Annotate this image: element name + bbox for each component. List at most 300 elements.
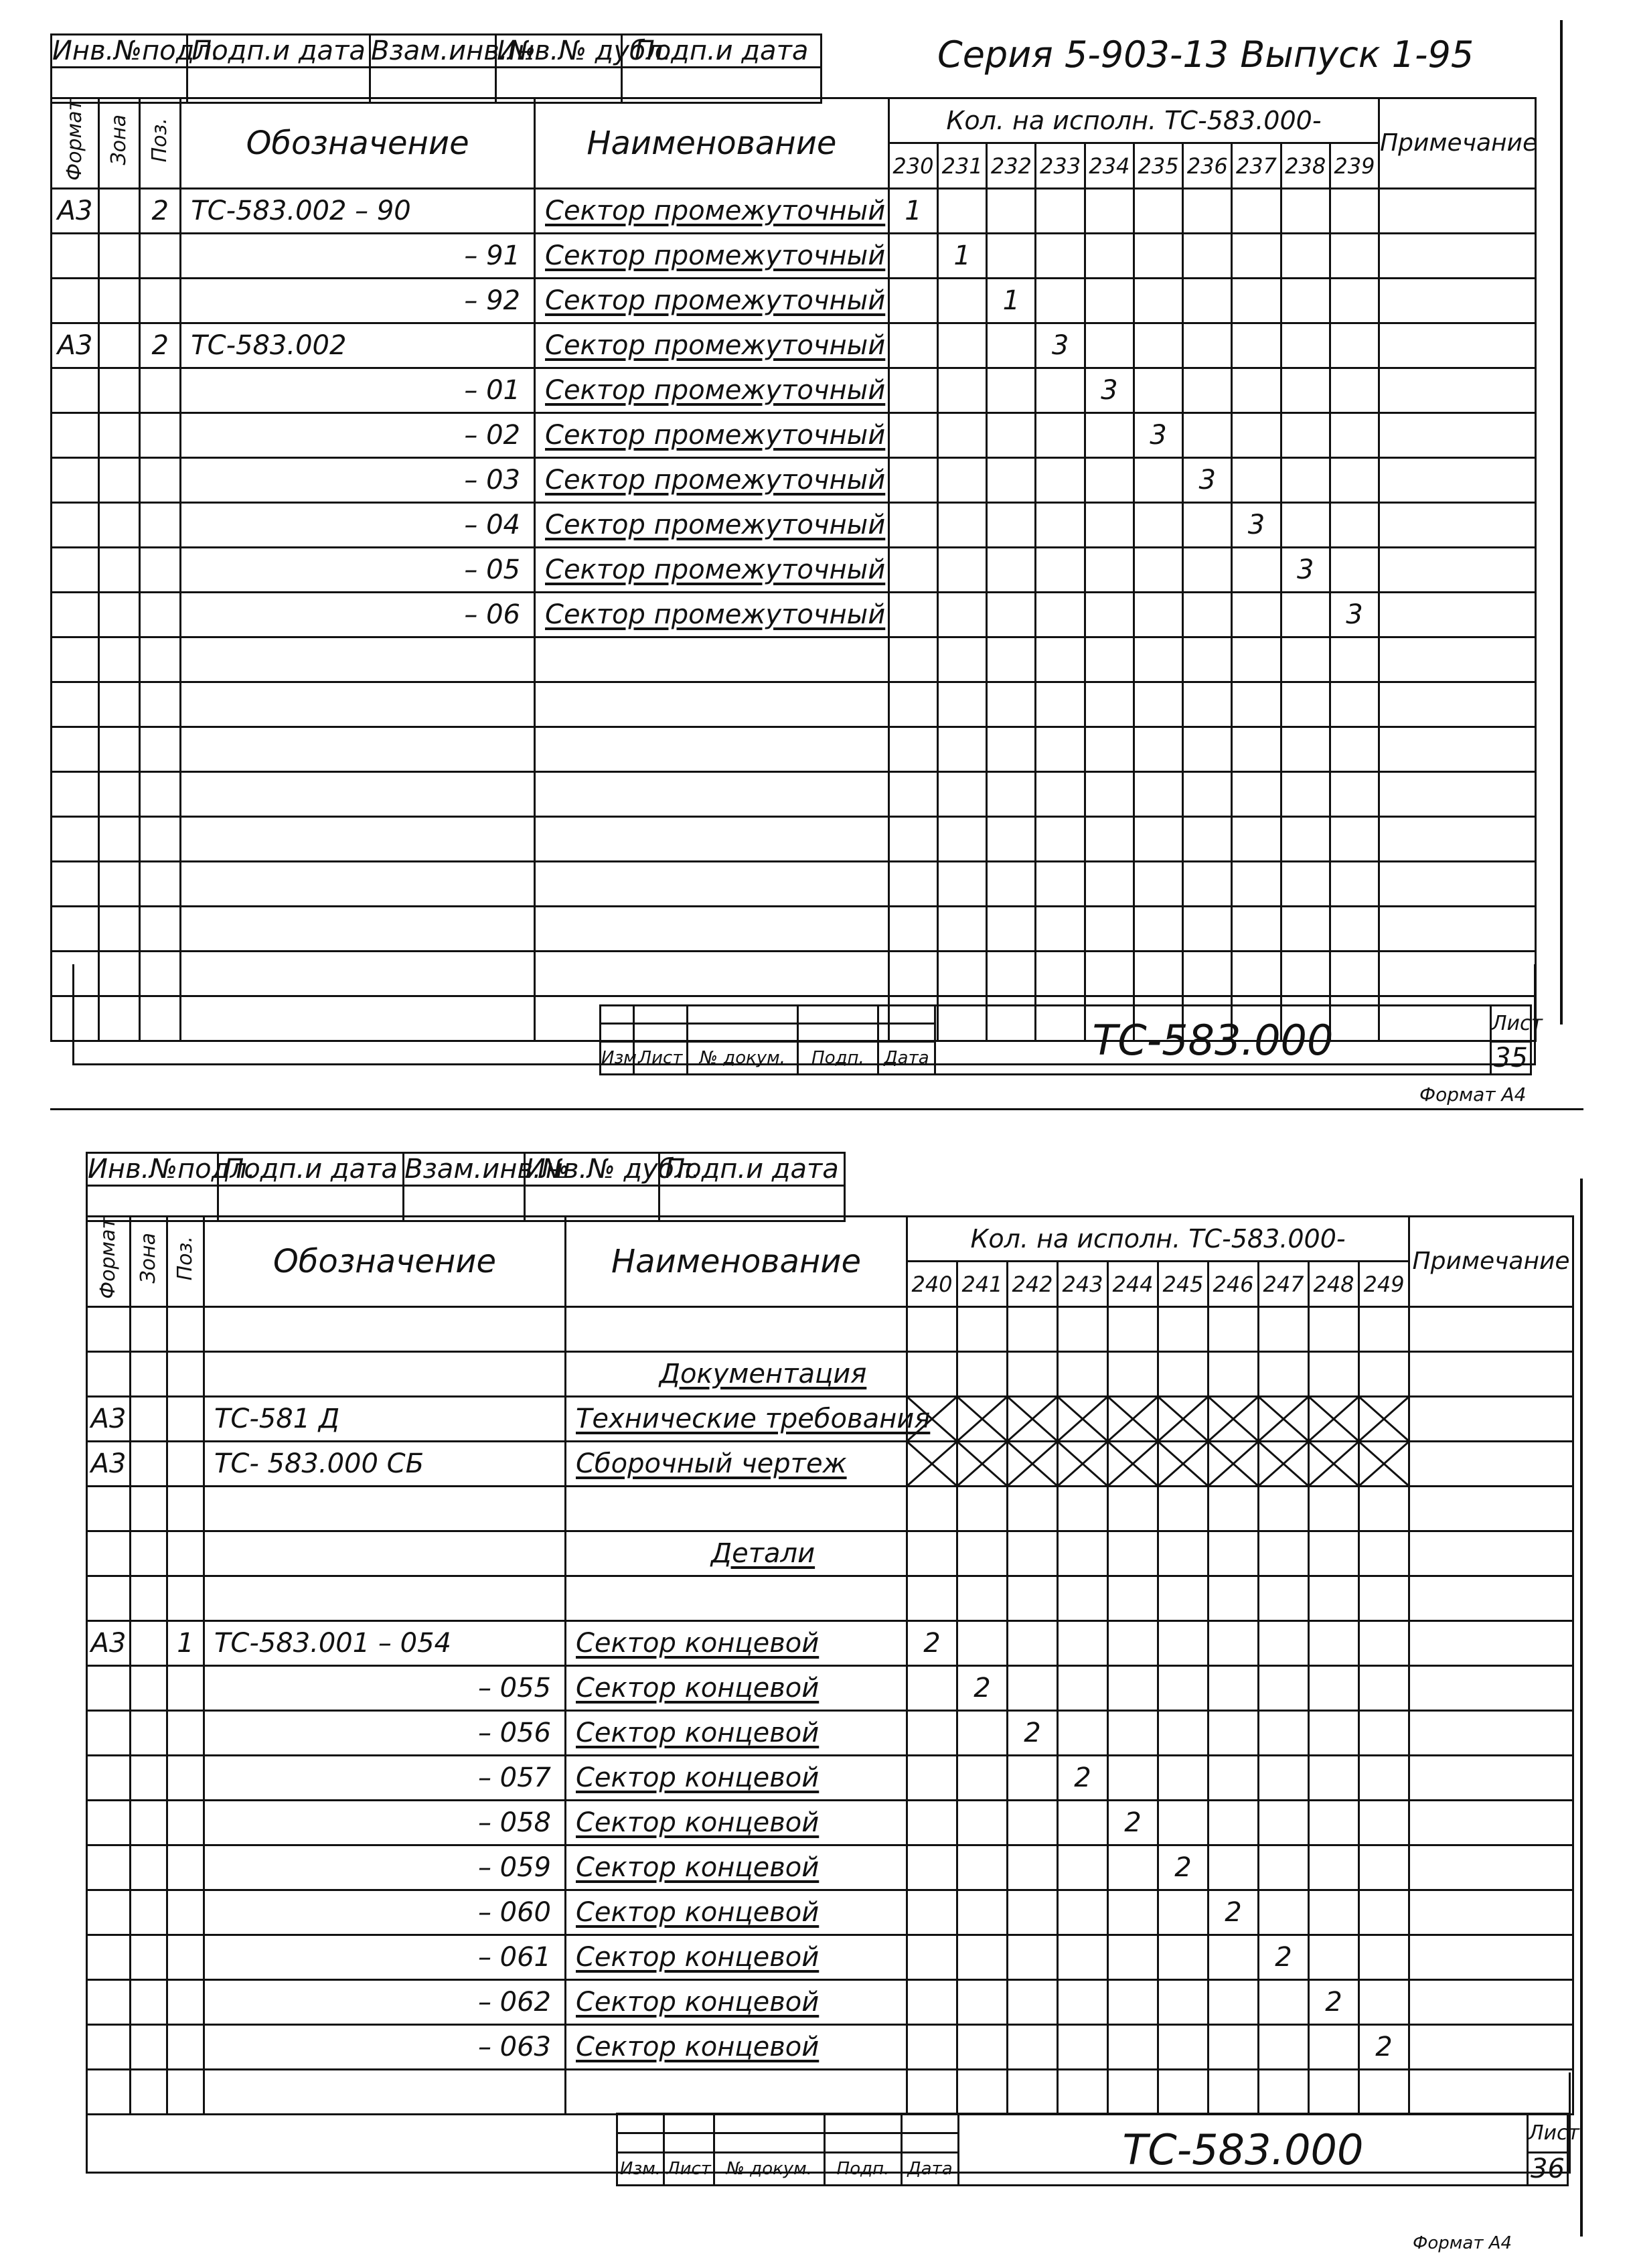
cell-qty: 1	[888, 188, 937, 233]
cell-qty	[1359, 1531, 1409, 1576]
cell-qty	[1309, 1710, 1359, 1755]
tb-label: Подп.	[798, 1042, 878, 1075]
cell-qty	[907, 1710, 957, 1755]
table-row	[87, 1935, 1573, 1979]
cell-qty	[1108, 1979, 1158, 2024]
cell-qty	[1058, 1935, 1108, 1979]
variant-col-247: 247	[1259, 1262, 1309, 1306]
cell-qty	[907, 1890, 957, 1935]
cell-qty	[1085, 502, 1134, 547]
cell-qty	[1008, 1845, 1058, 1890]
cell-zone	[131, 1531, 167, 1576]
cell-qty	[1209, 1755, 1259, 1800]
cell-name	[566, 1845, 907, 1890]
cell-qty	[1259, 1441, 1309, 1486]
cell-qty	[1008, 1890, 1058, 1935]
cell-qty	[938, 323, 987, 368]
stamp-field: Инв.№подл.	[88, 1154, 256, 1185]
cell-qty	[987, 547, 1036, 592]
cross-mark-icon	[1360, 1397, 1408, 1440]
cell-qty	[1232, 592, 1281, 637]
cell-qty	[987, 502, 1036, 547]
tb-label: Подп.	[825, 2153, 902, 2186]
cell-name	[535, 188, 889, 233]
cross-mark-icon	[908, 1397, 956, 1440]
sheet-frame-35	[72, 964, 1536, 1065]
cell-designation	[204, 1351, 566, 1396]
cell-designation: – 92	[181, 278, 535, 323]
table-row	[87, 1576, 1573, 1620]
cell-qty	[1359, 1845, 1409, 1890]
cell-note	[1409, 1396, 1573, 1441]
cross-mark-icon	[1059, 1442, 1107, 1485]
section-title: Детали	[710, 1537, 815, 1569]
cell-designation: – 063	[204, 2024, 566, 2069]
cell-qty	[1330, 323, 1379, 368]
header-designation: Обозначение	[204, 1217, 566, 1307]
variant-col-233: 233	[1036, 143, 1085, 188]
cell-name	[566, 2024, 907, 2069]
cross-mark-icon	[1209, 1397, 1257, 1440]
cell-qty	[1330, 233, 1379, 278]
cell-qty	[938, 368, 987, 412]
cell-pos	[167, 1935, 204, 1979]
cell-zone	[131, 1396, 167, 1441]
cell-qty	[1259, 1710, 1309, 1755]
cell-qty	[1209, 1396, 1259, 1441]
cell-qty	[1085, 233, 1134, 278]
cell-qty	[1259, 1396, 1309, 1441]
cell-qty: 1	[987, 278, 1036, 323]
cell-qty	[1134, 323, 1182, 368]
cell-qty	[1058, 1845, 1108, 1890]
cell-qty	[1108, 1755, 1158, 1800]
cell-pos	[167, 1665, 204, 1710]
table-row	[52, 368, 1536, 412]
table-row	[87, 1755, 1573, 1800]
table-row	[87, 1979, 1573, 2024]
cross-mark-icon	[1360, 1442, 1408, 1485]
cell-qty	[1309, 1531, 1359, 1576]
table-row	[52, 727, 1536, 771]
cell-qty	[907, 1755, 957, 1800]
cell-pos	[167, 1755, 204, 1800]
cell-note	[1409, 1710, 1573, 1755]
cell-designation: – 062	[204, 1979, 566, 2024]
item-name: Сектор промежуточный	[545, 419, 886, 451]
cell-qty	[938, 547, 987, 592]
cell-name	[535, 457, 889, 502]
table-row	[52, 502, 1536, 547]
cell-qty: 2	[1259, 1935, 1309, 1979]
cell-pos	[167, 1890, 204, 1935]
tb-label: Изм.	[617, 2153, 664, 2186]
cell-qty	[1359, 1441, 1409, 1486]
header-zone: Зона	[99, 98, 140, 189]
cell-qty	[907, 1979, 957, 2024]
table-row	[87, 1351, 1573, 1396]
cell-qty: 3	[1183, 457, 1232, 502]
cross-mark-icon	[1310, 1442, 1358, 1485]
cell-pos	[140, 457, 181, 502]
cell-zone	[99, 547, 140, 592]
cell-note	[1379, 188, 1536, 233]
cell-qty: 1	[938, 233, 987, 278]
item-name: Сектор концевой	[576, 1851, 820, 1883]
cell-zone	[131, 1935, 167, 1979]
cell-name	[535, 592, 889, 637]
cross-mark-icon	[1159, 1442, 1207, 1485]
cell-qty	[1008, 1351, 1058, 1396]
cell-qty	[938, 457, 987, 502]
cell-qty	[1036, 233, 1085, 278]
cell-qty	[1108, 1620, 1158, 1665]
table-row	[52, 592, 1536, 637]
cell-qty	[1259, 1800, 1309, 1845]
header-designation: Обозначение	[181, 98, 535, 189]
stamp-field: Подп.и дата	[622, 35, 822, 68]
cell-qty	[1058, 1531, 1108, 1576]
cell-qty	[1183, 278, 1232, 323]
cell-zone	[131, 1620, 167, 1665]
cell-qty	[957, 1845, 1008, 1890]
cell-qty	[1158, 1396, 1209, 1441]
item-name: Сектор промежуточный	[545, 329, 886, 361]
cell-qty	[1330, 412, 1379, 457]
item-name: Сектор промежуточный	[545, 285, 886, 316]
cell-qty	[1058, 1800, 1108, 1845]
cell-qty	[938, 278, 987, 323]
cell-note	[1409, 1890, 1573, 1935]
cell-qty	[888, 412, 937, 457]
table-row	[52, 637, 1536, 682]
item-name: Сборочный чертеж	[576, 1448, 847, 1479]
cell-qty	[1309, 1441, 1359, 1486]
header-note: Примечание	[1409, 1217, 1573, 1307]
table-row	[87, 1800, 1573, 1845]
cell-qty	[1158, 1800, 1209, 1845]
cell-qty	[888, 457, 937, 502]
cell-format	[87, 1979, 131, 2024]
tb-label: № докум.	[714, 2153, 825, 2186]
cell-qty	[987, 188, 1036, 233]
cell-qty	[957, 1441, 1008, 1486]
cell-qty: 2	[1058, 1755, 1108, 1800]
table-row	[87, 1890, 1573, 1935]
cell-designation: – 059	[204, 1845, 566, 1890]
header-zone: Зона	[131, 1217, 167, 1307]
cell-qty	[1108, 1890, 1158, 1935]
cell-qty	[1158, 1710, 1209, 1755]
cell-note	[1379, 412, 1536, 457]
cell-qty	[1281, 233, 1330, 278]
cross-mark-icon	[1109, 1397, 1157, 1440]
cell-pos	[167, 1351, 204, 1396]
cell-pos	[140, 547, 181, 592]
cell-qty	[1158, 1351, 1209, 1396]
cell-qty	[1232, 368, 1281, 412]
cell-note	[1409, 1935, 1573, 1979]
cell-qty	[1058, 1890, 1108, 1935]
cell-qty	[938, 188, 987, 233]
cell-qty	[1309, 1800, 1359, 1845]
cell-name	[535, 233, 889, 278]
cell-pos	[140, 278, 181, 323]
cross-mark-icon	[1259, 1442, 1308, 1485]
cell-qty	[1359, 1890, 1409, 1935]
table-row	[52, 816, 1536, 861]
cell-pos: 1	[167, 1620, 204, 1665]
cell-qty	[1134, 547, 1182, 592]
table-row	[52, 682, 1536, 727]
stamp-field: Взам.инв.№	[404, 1154, 570, 1185]
cell-qty	[1108, 1351, 1158, 1396]
cell-qty	[987, 368, 1036, 412]
cell-name	[566, 1890, 907, 1935]
cell-qty	[1058, 1441, 1108, 1486]
cell-designation: – 057	[204, 1755, 566, 1800]
item-name: Сектор концевой	[576, 1627, 820, 1659]
cell-format: А3	[52, 323, 99, 368]
variant-col-245: 245	[1158, 1262, 1209, 1306]
cell-designation: – 056	[204, 1710, 566, 1755]
variant-col-240: 240	[907, 1262, 957, 1306]
cell-qty	[1209, 1531, 1259, 1576]
table-row	[87, 1710, 1573, 1755]
cell-qty	[1108, 1441, 1158, 1486]
tb-label: Изм.	[601, 1042, 634, 1075]
cell-qty	[1183, 233, 1232, 278]
cell-note	[1409, 1845, 1573, 1890]
cell-qty	[888, 592, 937, 637]
cell-qty	[1359, 1710, 1409, 1755]
cell-qty	[1259, 1351, 1309, 1396]
cell-qty	[1209, 1935, 1259, 1979]
cell-qty	[888, 547, 937, 592]
stamp-strip	[50, 33, 822, 104]
cell-qty	[957, 1710, 1008, 1755]
cell-note	[1379, 502, 1536, 547]
cell-qty	[957, 1979, 1008, 2024]
cell-qty	[1058, 1665, 1108, 1710]
cell-qty	[1134, 278, 1182, 323]
cell-qty	[1330, 368, 1379, 412]
cell-qty	[1359, 1396, 1409, 1441]
right-border	[1560, 20, 1563, 1025]
header-note: Примечание	[1379, 98, 1536, 189]
cell-note	[1409, 1531, 1573, 1576]
cell-qty	[1232, 412, 1281, 457]
variant-col-237: 237	[1232, 143, 1281, 188]
cell-qty	[907, 2024, 957, 2069]
item-name: Сектор промежуточный	[545, 464, 886, 496]
variant-col-230: 230	[888, 143, 937, 188]
cell-zone	[99, 323, 140, 368]
cell-format	[87, 1710, 131, 1755]
cell-qty	[1281, 368, 1330, 412]
cell-format	[87, 1665, 131, 1710]
cell-qty	[1158, 2024, 1209, 2069]
sheet-number: 36	[1528, 2153, 1568, 2186]
cell-qty	[957, 1396, 1008, 1441]
item-name: Сектор промежуточный	[545, 195, 886, 226]
cell-qty	[1359, 1935, 1409, 1979]
stamp-field: Подп.и дата	[187, 35, 370, 68]
cell-qty: 3	[1036, 323, 1085, 368]
table-row	[52, 547, 1536, 592]
cell-zone	[131, 2024, 167, 2069]
item-name: Сектор концевой	[576, 2031, 820, 2062]
stamp-strip	[86, 1152, 846, 1222]
format-label: Формат А4	[1419, 1083, 1527, 1106]
cell-qty	[1232, 323, 1281, 368]
cell-zone	[99, 233, 140, 278]
cell-note	[1409, 1441, 1573, 1486]
cell-zone	[131, 1845, 167, 1890]
cell-pos	[167, 1710, 204, 1755]
cell-pos	[140, 412, 181, 457]
item-name: Сектор промежуточный	[545, 240, 886, 271]
cell-qty	[1108, 2024, 1158, 2069]
table-row	[52, 771, 1536, 816]
cell-qty	[1209, 1800, 1259, 1845]
cell-qty	[1281, 502, 1330, 547]
cell-name	[566, 1531, 907, 1576]
cell-qty	[1036, 592, 1085, 637]
cross-mark-icon	[958, 1442, 1006, 1485]
cell-qty	[1359, 1979, 1409, 2024]
cross-mark-icon	[1109, 1442, 1157, 1485]
series-title: Серия 5-903-13 Выпуск 1-95	[937, 33, 1474, 76]
table-row	[52, 861, 1536, 906]
cell-pos	[167, 1531, 204, 1576]
cell-designation: – 058	[204, 1800, 566, 1845]
cell-format	[52, 368, 99, 412]
cell-name	[566, 1665, 907, 1710]
stamp-field: Инв.№ дубл.	[497, 35, 672, 66]
cell-qty: 2	[1108, 1800, 1158, 1845]
cell-name	[566, 1979, 907, 2024]
cell-qty	[1309, 1845, 1359, 1890]
cell-qty	[1232, 278, 1281, 323]
variant-col-248: 248	[1309, 1262, 1359, 1306]
cell-designation: – 02	[181, 412, 535, 457]
variant-col-236: 236	[1183, 143, 1232, 188]
cell-zone	[131, 1351, 167, 1396]
cell-qty	[1183, 323, 1232, 368]
cell-qty	[1036, 412, 1085, 457]
item-name: Сектор концевой	[576, 1762, 820, 1793]
cell-qty: 3	[1281, 547, 1330, 592]
cross-mark-icon	[1008, 1397, 1057, 1440]
cell-qty: 3	[1085, 368, 1134, 412]
cell-note	[1409, 1755, 1573, 1800]
cell-pos	[167, 1800, 204, 1845]
variant-col-244: 244	[1108, 1262, 1158, 1306]
cell-name	[566, 1441, 907, 1486]
cell-note	[1379, 547, 1536, 592]
variant-col-246: 246	[1209, 1262, 1259, 1306]
cell-pos: 2	[140, 323, 181, 368]
cell-note	[1379, 368, 1536, 412]
cell-qty	[1259, 1755, 1309, 1800]
table-row	[87, 1306, 1573, 1351]
cell-format	[52, 278, 99, 323]
cell-qty	[1309, 1935, 1359, 1979]
stamp-field: Взам.инв.№	[371, 35, 536, 66]
cell-designation	[204, 1531, 566, 1576]
cell-qty	[1259, 1620, 1309, 1665]
cross-mark-icon	[1159, 1397, 1207, 1440]
cell-note	[1409, 1351, 1573, 1396]
cell-qty	[957, 1800, 1008, 1845]
cell-format	[52, 547, 99, 592]
cell-pos	[140, 233, 181, 278]
doc-code: ТС-583.000	[959, 2114, 1528, 2186]
item-name: Сектор концевой	[576, 1986, 820, 2018]
cross-mark-icon	[1008, 1442, 1057, 1485]
sheet-number: 35	[1491, 1042, 1531, 1075]
cell-qty	[1281, 592, 1330, 637]
cell-qty	[1232, 457, 1281, 502]
table-row	[87, 1531, 1573, 1576]
cell-qty	[1036, 502, 1085, 547]
cell-qty	[1281, 188, 1330, 233]
cell-qty	[1008, 1665, 1058, 1710]
stamp-field: Подп.и дата	[218, 1153, 403, 1186]
cell-qty	[1183, 412, 1232, 457]
cell-note	[1409, 2024, 1573, 2069]
cell-qty	[1309, 1890, 1359, 1935]
spec-table-35	[50, 97, 1537, 1042]
cell-name	[535, 368, 889, 412]
cell-zone	[99, 412, 140, 457]
cell-designation: ТС-583.001 – 054	[204, 1620, 566, 1665]
cell-pos	[140, 368, 181, 412]
sheet-36	[0, 1138, 1635, 2268]
cell-qty	[957, 1935, 1008, 1979]
cell-designation: – 05	[181, 547, 535, 592]
cell-name	[566, 1935, 907, 1979]
cell-name	[566, 1351, 907, 1396]
cell-qty	[957, 1351, 1008, 1396]
cell-format	[52, 592, 99, 637]
cell-qty	[1183, 592, 1232, 637]
spec-table-36	[86, 1215, 1574, 2115]
cell-qty	[1359, 1755, 1409, 1800]
cell-qty	[1309, 1351, 1359, 1396]
cell-name	[566, 1800, 907, 1845]
cell-qty	[1359, 1800, 1409, 1845]
cell-qty	[1330, 278, 1379, 323]
cell-qty	[907, 1351, 957, 1396]
cell-pos	[167, 1441, 204, 1486]
table-row	[87, 1486, 1573, 1531]
sheet-label: Лист	[1491, 1006, 1531, 1042]
table-row	[52, 278, 1536, 323]
cell-name	[566, 1620, 907, 1665]
cell-qty	[1158, 1979, 1209, 2024]
cell-qty	[1158, 1620, 1209, 1665]
cell-qty	[1232, 233, 1281, 278]
cell-designation: ТС-583.002	[181, 323, 535, 368]
cell-qty	[1259, 1531, 1309, 1576]
cell-qty	[1183, 547, 1232, 592]
cell-qty	[1158, 1755, 1209, 1800]
cell-qty	[907, 1935, 957, 1979]
cell-qty	[1209, 1710, 1259, 1755]
cross-mark-icon	[958, 1397, 1006, 1440]
